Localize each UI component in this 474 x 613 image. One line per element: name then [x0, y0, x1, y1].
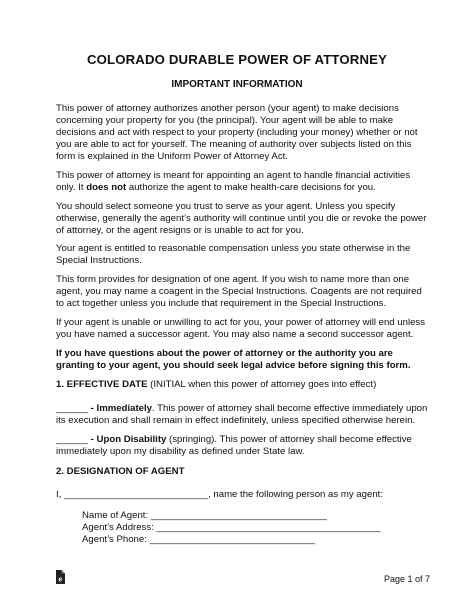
text-line: This power of attorney authorizes another person (your agent) to make decisions [56, 103, 399, 114]
document-logo-icon [55, 570, 65, 584]
paragraph-select-agent [56, 201, 428, 237]
option-label: - Upon Disability [88, 434, 167, 445]
initial-blank-immediately[interactable]: ______ [56, 403, 89, 414]
text-run: . This power of attorney shall become effective immediately upon [152, 403, 428, 414]
text-run: I, [56, 489, 64, 500]
text-line [56, 403, 428, 415]
agent-phone-line [82, 534, 412, 546]
text-line: This form provides for designation of one agent. If you wish to name more than one [56, 274, 410, 285]
initial-blank-disability[interactable]: ______ [56, 434, 89, 445]
text-run: authorize the agent to make health-care decisions for you. [126, 181, 376, 193]
section-subtitle: IMPORTANT INFORMATION [171, 79, 303, 90]
text-run: only. It [56, 181, 87, 193]
paragraph-authorization [56, 103, 428, 163]
text-line: Special Instructions. [56, 254, 142, 266]
text-line: otherwise, generally the agent’s authority will continue until you die or revoke the power [56, 212, 427, 224]
text-line [56, 434, 428, 446]
agent-name-line [82, 510, 412, 522]
heading-note: (INITIAL when this power of attorney goes into effect) [147, 379, 377, 390]
text-line: granting to your agent, you should seek legal advice before signing this form. [56, 359, 411, 371]
bold-text: does not [86, 181, 127, 193]
principal-name-line [56, 489, 428, 501]
text-line: of attorney, or the agent resigns or is unable to act for you. [56, 224, 304, 236]
paragraph-successor-agent [56, 317, 428, 341]
text-line: This power of attorney is meant for appointing an agent to handle financial activities [56, 170, 411, 181]
text-run: (springing). This power of attorney shall become effective [166, 434, 412, 445]
section-designation-heading [56, 466, 428, 478]
paragraph-legal-advice [56, 348, 428, 372]
text-line: Your agent is entitled to reasonable compensation unless you state otherwise in the [56, 243, 411, 254]
section-heading: 2. DESIGNATION OF AGENT [56, 466, 185, 477]
text-line: you have named a successor agent. You may also name a second successor agent. [56, 328, 414, 340]
paragraph-coagent [56, 274, 428, 310]
text-line: You should select someone you trust to serve as your agent. Unless you specify [56, 201, 396, 212]
text-line: concerning your property for you (the principal). Your agent will be able to make [56, 114, 394, 126]
text-line [56, 379, 428, 391]
text-line: agent, you may name a coagent in the Special Instructions. Coagents are not required [56, 285, 422, 297]
agent-details [82, 510, 412, 546]
text-line: immediately upon my disability as defined under State law. [56, 445, 305, 457]
field-label: Name of Agent: [82, 510, 151, 521]
page-number: Page 1 of 7 [383, 574, 430, 584]
svg-text:e: e [58, 576, 63, 584]
document-title: COLORADO DURABLE POWER OF ATTORNEY [86, 52, 388, 67]
agent-phone-blank[interactable]: _______________________________ [149, 533, 315, 545]
field-label: Agent’s Phone: [82, 533, 150, 545]
text-line: you are able to act for yourself. The meaning of authority over subjects listed on this [56, 138, 412, 150]
text-line [56, 182, 428, 194]
section-heading: 1. EFFECTIVE DATE [56, 379, 148, 390]
agent-address-blank[interactable]: __________________________________________ [156, 521, 381, 533]
option-label: - Immediately [88, 403, 152, 414]
paragraph-financial-only [56, 170, 428, 194]
option-immediately [56, 403, 428, 427]
text-line: If your agent is unable or unwilling to act for you, your power of attorney will end unless [56, 317, 426, 328]
text-line: If you have questions about the power of attorney or the authority you are [56, 348, 393, 359]
principal-name-blank[interactable]: ___________________________ [64, 489, 209, 500]
section-effective-date-heading [56, 379, 428, 391]
option-upon-disability [56, 434, 428, 458]
paragraph-compensation [56, 243, 428, 267]
text-line: form is explained in the Uniform Power of Attorney Act. [56, 150, 288, 162]
text-run: , name the following person as my agent: [208, 489, 383, 500]
agent-name-blank[interactable]: _________________________________ [150, 510, 327, 521]
text-line: to act together unless you include that requirement in the Special Instructions. [56, 297, 387, 309]
field-label: Agent’s Address: [82, 521, 157, 533]
agent-address-line [82, 522, 412, 534]
text-line: its execution and shall remain in effect indefinitely, unless specified otherwise herein. [56, 414, 416, 426]
text-line: decisions and act with respect to your property (including your money) whether or not [56, 126, 418, 138]
text-line [56, 489, 428, 501]
